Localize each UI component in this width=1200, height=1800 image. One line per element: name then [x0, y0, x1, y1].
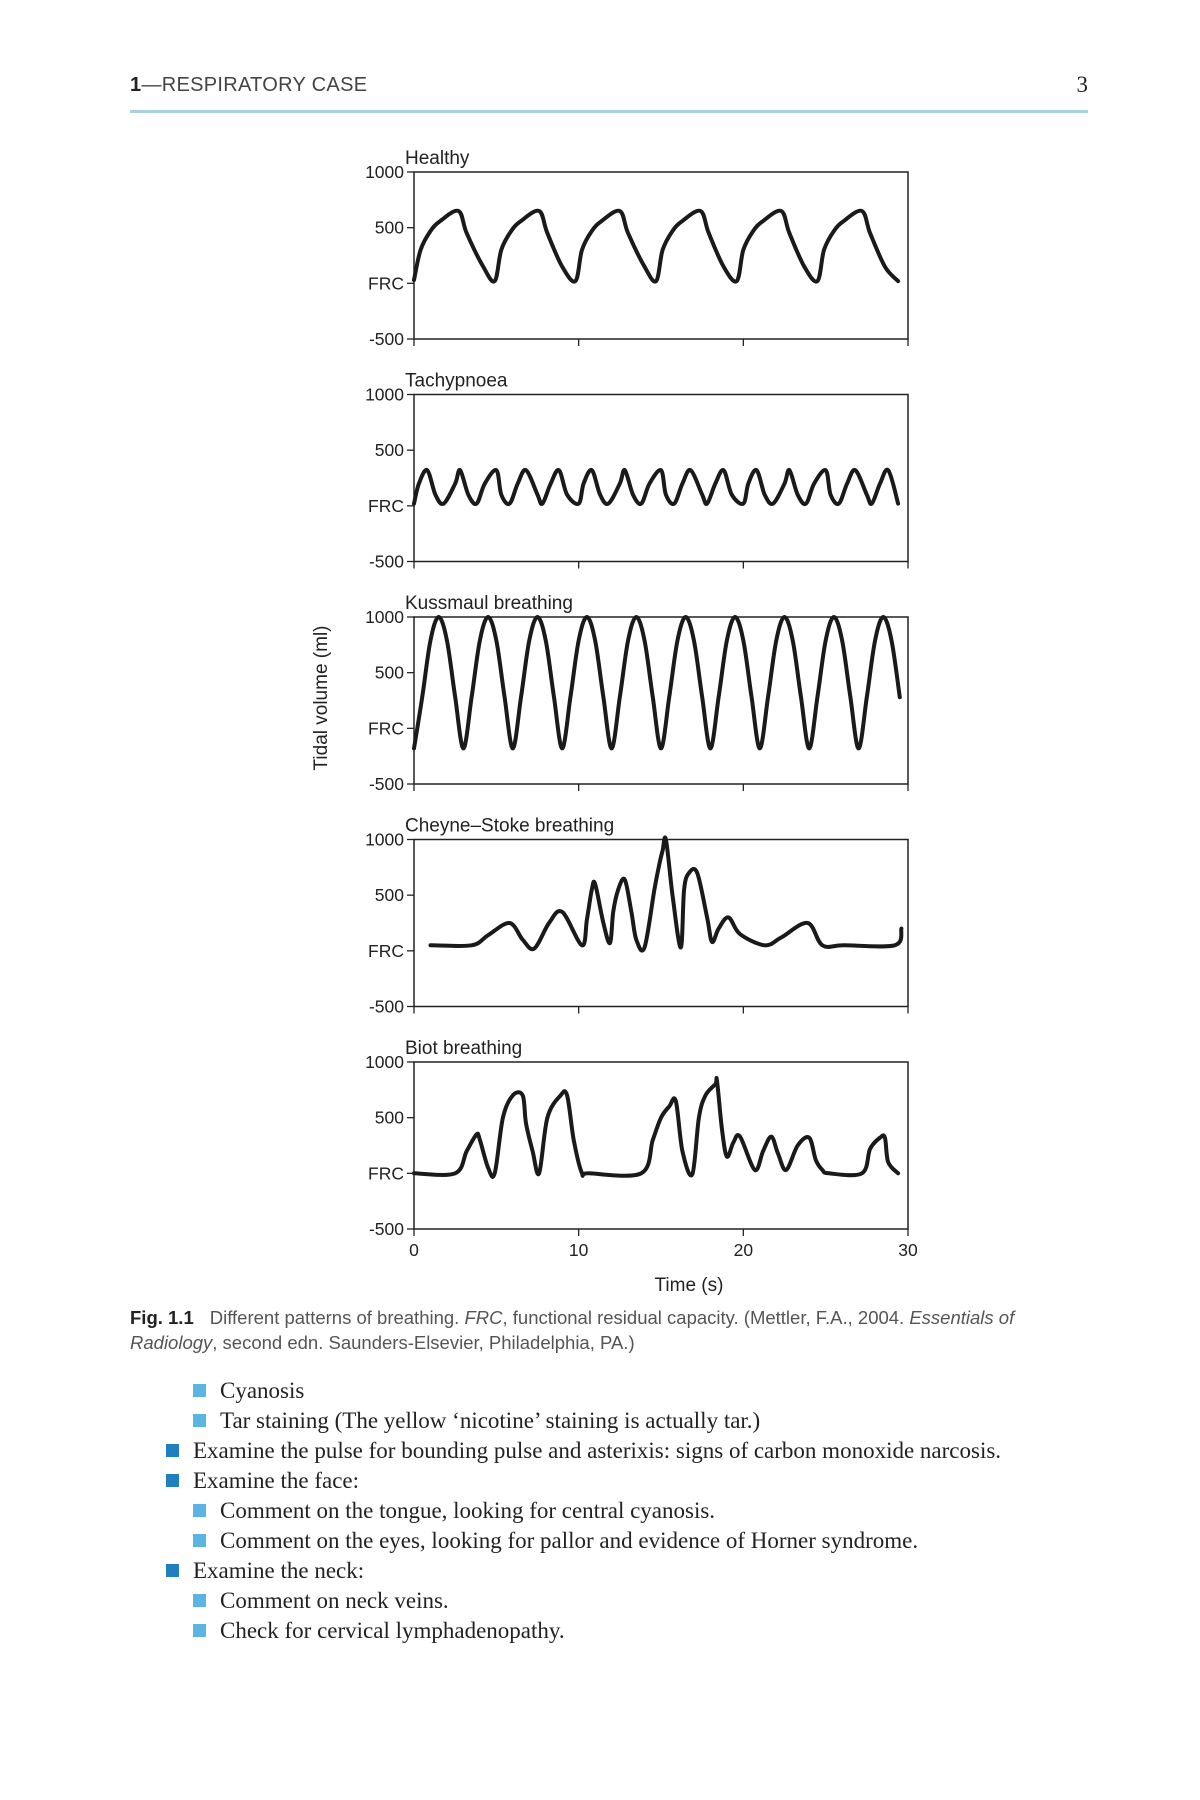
list-item-text: Cyanosis — [220, 1378, 305, 1403]
plot-frame — [414, 1062, 908, 1229]
caption-text-2: , functional residual capacity. (Mettler, F.A., 2004. — [502, 1307, 910, 1328]
bullet-marker — [193, 1414, 206, 1427]
panel-title: Biot breathing — [405, 1038, 523, 1059]
list-item-text: Comment on the eyes, looking for pallor and evidence of Horner syndrome. — [220, 1528, 919, 1553]
series-line — [414, 617, 900, 748]
y-tick-label: FRC — [368, 940, 404, 961]
y-tick-label: -500 — [368, 329, 404, 349]
list-item — [193, 1498, 715, 1524]
y-tick-label: 1000 — [365, 162, 404, 182]
y-tick-label: 1000 — [365, 829, 404, 850]
y-tick-label: FRC — [368, 495, 404, 516]
chapter-title: —RESPIRATORY CASE — [141, 74, 368, 96]
list-item — [193, 1408, 760, 1434]
series-line — [414, 470, 898, 504]
series-line — [414, 211, 898, 282]
chapter-number: 1 — [130, 74, 142, 96]
plot-frame — [414, 617, 908, 784]
list-item-text: Examine the pulse for bounding pulse and asterixis: signs of carbon monoxide narcosis. — [193, 1438, 1002, 1463]
list-item — [193, 1618, 565, 1644]
caption-text-3: , second edn. Saunders-Elsevier, Philadelphia, PA.) — [212, 1332, 635, 1353]
bullet-marker — [193, 1624, 206, 1637]
list-item — [166, 1468, 359, 1494]
y-tick-label: -500 — [368, 774, 404, 794]
list-item — [193, 1588, 449, 1614]
chart-panel — [365, 816, 908, 1017]
chart-panel — [365, 1038, 918, 1260]
y-tick-label: 500 — [374, 662, 404, 683]
list-item — [193, 1378, 304, 1404]
bullet-marker — [166, 1474, 179, 1487]
panel-title: Healthy — [405, 148, 470, 169]
y-tick-label: FRC — [368, 718, 404, 739]
y-tick-label: 1000 — [365, 1052, 404, 1072]
panel-title: Tachypnoea — [405, 370, 508, 392]
y-tick-label: 500 — [374, 217, 404, 238]
list-item-text: Comment on the tongue, looking for central cyanosis. — [220, 1498, 716, 1523]
list-item — [193, 1528, 918, 1554]
panel-title: Cheyne–Stoke breathing — [405, 815, 615, 837]
series-line — [431, 837, 902, 950]
caption-label: Fig. 1.1 — [130, 1307, 194, 1328]
bullet-marker — [166, 1444, 179, 1457]
series-line — [414, 1078, 898, 1177]
list-item-text: Check for cervical lymphadenopathy. — [220, 1618, 565, 1643]
y-tick-label: 1000 — [365, 384, 404, 405]
figure-caption — [130, 1305, 1080, 1355]
y-tick-label: FRC — [368, 273, 404, 294]
caption-italic-2: Essentials of Radiology — [130, 1307, 1015, 1353]
bullet-marker — [193, 1384, 206, 1397]
y-tick-label: 500 — [374, 1107, 404, 1128]
x-tick-label: 0 — [409, 1240, 419, 1260]
caption-text-1: Different patterns of breathing. — [209, 1307, 465, 1328]
y-axis-label: Tidal volume (ml) — [311, 625, 332, 771]
chart-panel — [365, 593, 908, 794]
list-item-text: Examine the neck: — [193, 1558, 365, 1583]
list-item-text: Comment on neck veins. — [220, 1588, 449, 1613]
panel-title: Kussmaul breathing — [405, 593, 573, 614]
y-tick-label: -500 — [368, 996, 404, 1017]
caption-italic-1: FRC — [464, 1307, 503, 1328]
bullet-marker — [193, 1504, 206, 1517]
list-item-text: Tar staining (The yellow ‘nicotine’ staining is actually tar.) — [220, 1408, 761, 1433]
chart-panel — [365, 371, 908, 572]
y-tick-label: 500 — [374, 440, 404, 461]
y-tick-label: 1000 — [365, 607, 404, 627]
x-axis-label: Time (s) — [654, 1275, 724, 1296]
list-item-text: Examine the face: — [193, 1468, 360, 1493]
list-item — [166, 1558, 364, 1584]
x-tick-label: 10 — [568, 1240, 589, 1260]
y-tick-label: 500 — [374, 885, 404, 906]
x-tick-label: 20 — [733, 1240, 754, 1260]
bullet-marker — [166, 1564, 179, 1577]
chart-panel — [365, 148, 908, 349]
page-number: 3 — [1076, 72, 1088, 97]
bullet-marker — [193, 1594, 206, 1607]
y-tick-label: -500 — [368, 551, 404, 572]
y-tick-label: -500 — [368, 1219, 404, 1239]
list-item — [166, 1438, 1001, 1464]
y-tick-label: FRC — [368, 1163, 404, 1184]
bullet-marker — [193, 1534, 206, 1547]
x-tick-label: 30 — [898, 1240, 918, 1260]
